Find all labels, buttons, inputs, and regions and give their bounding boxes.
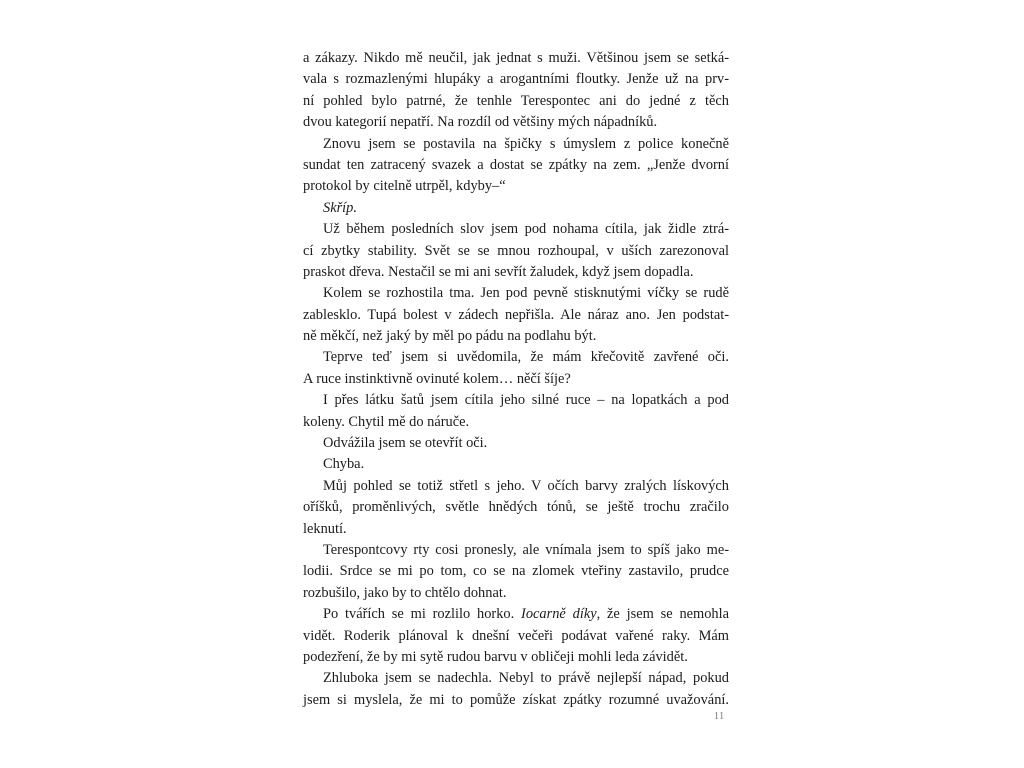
text-line: Už během posledních slov jsem pod nohama cítila, jak židle ztrá- [323,221,729,238]
text-line: Můj pohled se totiž střetl s jeho. V očích barvy zralých lískových [323,477,729,494]
text-line: ně měkčí, než jaký by měl po pádu na podlahu být. [303,328,597,345]
body-text [303,48,729,711]
text-line: dvou kategorií nepatří. Na rozdíl od většiny mých nápadníků. [303,114,658,131]
text-line: vala s rozmazlenými hlupáky a arogantními floutky. Jenže už na prv- [303,71,729,88]
text-line: lodii. Srdce se mi po tom, co se na zlomek vteřiny zastavilo, prudce [303,563,729,580]
text-line: oříšků, proměnlivých, světle hnědých tónů, se ještě trochu zračilo [303,499,729,516]
text-line: sundat ten zatracený svazek a dostat se zpátky na zem. „Jenže dvorní [303,156,729,173]
text-line [303,604,729,625]
text-line: Skříp. [323,199,357,216]
text-line: Odvážila jsem se otevřít oči. [323,435,488,452]
text-line: Zhluboka jsem se nadechla. Nebyl to právě nejlepší nápad, pokud [323,670,729,687]
text-line: koleny. Chytil mě do náruče. [303,413,470,430]
text-line: leknutí. [303,520,347,537]
text-line: A ruce instinktivně ovinuté kolem… něčí šíje? [303,370,571,387]
text-line: rozbušilo, jako by to chtělo dohnat. [303,584,507,601]
text-line: protokol by citelně utrpěl, kdyby–“ [303,178,506,195]
text-run: Po tvářích se mi rozlilo horko. [323,606,522,623]
text-line: I přes látku šatů jsem cítila jeho silné ruce – na lopatkách a pod [323,392,729,409]
text-line: Kolem se rozhostila tma. Jen pod pevně stisknutými víčky se rudě [323,285,729,302]
italic-text-run: Iocarně díky [521,606,597,623]
text-line: Znovu jsem se postavila na špičky s úmyslem z police konečně [323,135,729,152]
text-line: ní pohled bylo patrné, že tenhle Terespontec ani do jedné z těch [303,92,729,109]
text-line: praskot dřeva. Nestačil se mi ani sevřít žaludek, když jsem dopadla. [303,263,694,280]
text-line: jsem si myslela, že mi to pomůže získat zpátky rozumné uvažování. [303,691,729,708]
text-line: zablesklo. Tupá bolest v zádech nepřišla. Ale náraz ano. Jen podstat- [303,306,729,323]
text-line: cí zbytky stability. Svět se se mnou rozhoupal, v uších zarezonoval [303,242,729,259]
text-run: , že jsem se nemohla [596,606,730,623]
text-line: podezření, že by mi sytě rudou barvu v obličeji mohli leda závidět. [303,648,688,665]
text-line: vidět. Roderik plánoval k dnešní večeři podávat vařené raky. Mám [303,627,729,644]
text-line: Chyba. [323,456,365,473]
text-line: Teprve teď jsem si uvědomila, že mám křečovitě zavřené oči. [323,349,729,366]
page-number: 11 [714,711,725,722]
text-line: Terespontcovy rty cosi pronesly, ale vnímala jsem to spíš jako me- [323,541,729,558]
text-line: a zákazy. Nikdo mě neučil, jak jednat s muži. Většinou jsem se setká- [303,50,729,66]
